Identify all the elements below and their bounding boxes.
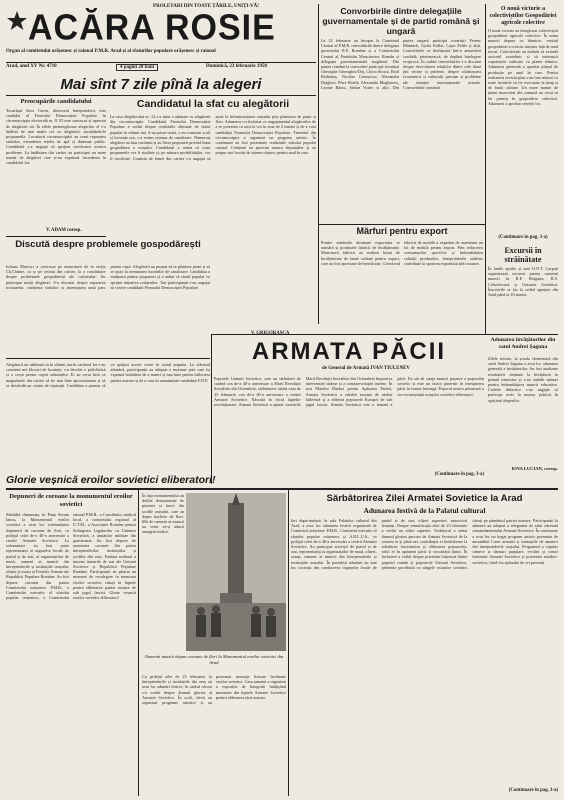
convorbiri-title: Convorbirile dintre delegațiile guvernamentale și de partid română și ungară [322, 6, 480, 36]
discuta-title: Discută despre problemele gospodărești [15, 239, 201, 250]
masthead-slogan: PROLETARI DIN TOATE ȚĂRILE, UNIȚI-VĂ! [153, 4, 259, 9]
armata-body: Poporele Uniunii Sovietice, care au sărbătorit de curând cea de-a 40-a aniversare a Marii Revoluții Socialiste din Octombrie, sărbătoresc astăzi ziua de 23 februarie, cea de-a 40-a aniversare a creării Armatei Sovietice. Născută în focul luptelor revoluționare, Armata Sovietică a apărat cuceririle Marii Revoluții Socialiste din Octombrie împotriva intervenției străine și a contrarevoluției interne. În anii Marelui Război pentru Apărarea Patriei, Armata Sovietică a zdrobit mașina de război hitleristă și a eliberat popoarele Europei de sub jugul fascist. Armata Sovietică este o armată a păcii. Ea stă de strajă muncii pașnice a poporului sovietic și este un factor puternic în menținerea păcii în lumea întreagă. Poporul nostru păstrează o vie recunoștință ostașilor sovietici eliberatori. [214, 376, 484, 408]
masthead-pages-price: 4 pagini 20 bani [116, 64, 158, 71]
candidatul-body: La casa alegătorului nr. 12 s-a ținut o adunare cu alegătorii din circumscripție. Candidatul Frontului Democrației Populare a vorbit despre realizările obținute de sfatul popular în ultimii ani. S-au pavat străzi, s-au construit școli și locuințe noi, s-a extins rețeaua de canalizare. Numeroși alegători au luat cuvântul și au făcut propuneri privind buna gospodărire a orașului. Candidatul a arătat că toate propunerile vor fi studiate și, pe măsura posibilităților, vor fi rezolvate. Comisia de femei din cartier s-a angajat să ajute la înfrumusețarea orașului prin plantarea de pomi și flori. Adunarea s-a încheiat cu angajamentul alegătorilor de a se prezenta cu toții la vot în ziua de 2 martie și de a vota candidații Frontului Democrației Populare. Tineretul din circumscripție a organizat un program artistic. În continuare au fost prezentate realizările sfatului popular raional. Cetățenii au apreciat munca deputaților și au propus noi lucrări de interes obștesc pentru anul în curs. [110, 114, 316, 161]
masthead-title: ACĂRA ROSIE [28, 8, 276, 48]
continuare-3: (Continuare în pag. 3-a) [508, 788, 558, 793]
photo-caption: Oamenii muncii depun coroane de flori la Monumentul eroilor sovietici din Arad [144, 654, 284, 665]
armata-title: ARMATA PĂCII [251, 338, 447, 365]
photo-side-text: În fața monumentului au defilat detașamente de pionieri și tineri din școlile orașului, care au depus buchete de flori. Mii de oameni ai muncii au venit să-și aducă omagiul eroilor. [142, 493, 184, 535]
noua-victorie-title: O nouă victorie a colectiviștilor Gospodăriei agricole colective [489, 6, 557, 26]
preocupari-body: Tovarășul Sava Gavra, directorul întreprinderii, este candidat al Frontului Democrației Populare în circumscripția electorală nr. 8. El este cunoscut și apreciat de alegătorii săi. În zilele premergătoare alegerilor el s-a întâlnit de mai multe ori cu alegătorii, ascultându-le propunerile. Locuitorii circumscripției au cerut repararea străzilor, extinderea rețelei de apă și iluminat public. Candidatul s-a angajat să sprijine rezolvarea acestor probleme. La întâlnirea din cartier au participat un mare număr de alegători care și-au exprimat încrederea în candidatul lor. [6, 108, 106, 166]
glorie-title: Glorie veșnică eroilor sovietici eliberatori! [6, 474, 216, 486]
preocupari-byline: V. ADAM coresp. [46, 228, 82, 233]
masthead-issue: Arad, anul XV Nr. 4710 [6, 64, 57, 69]
depuneri-title: Depuneri de coroane la monumentul eroilor sovietici [9, 493, 133, 508]
sarbatorirea-body: Ieri după-amiază, în sala Palatului cultural din Arad, a avut loc adunarea festivă organizată de Comitetul orășenesc P.M.R., Comitetul executiv al sfatului popular orășenesc și A.R.L.U.S., cu prilejul celei de-a 40-a aniversări a creării Armatei Sovietice. Au participat activiști de partid și de stat, reprezentanți ai organizațiilor de masă, ofițeri, ostași, oameni ai muncii din întreprinderile și instituțiile orașului. În prezidiul adunării au luat loc tovarăși din conducerea organelor locale de partid și de stat, ofițeri superiori, muncitori fruntași. Despre semnificația zilei de 23 februarie a vorbit un ofițer superior. Vorbitorul a arătat drumul glorios parcurs de Armata Sovietică de la crearea ei și până azi, contribuția ei hotărâtoare la zdrobirea fascismului și eliberarea popoarelor, rolul ei în apărarea păcii și securității lumii. În încheiere a vorbit despre prietenia frățească dintre poporul român și popoarele Uniunii Sovietice, prietenie pecetluită cu sângele ostașilor sovietici căzuți pe pământul patriei noastre. Participanții la adunare au adoptat o telegramă de salut adresată comandamentului Armatei Sovietice. În continuare a avut loc un bogat program artistic prezentat de ansamblul Casei armatei și formațiile de amatori din întreprinderile orașului. Programul a cuprins cântece și dansuri populare, recitări și coruri închinate Armatei Sovietice și prieteniei româno-sovietice, fiind viu aplaudat de cei prezenți. [291, 518, 558, 570]
preocupari-title: Preocupările candidatului [20, 98, 92, 105]
excursii-body: În lunile aprilie și mai O.N.T. Carpați organizează excursii pentru oamenii muncii în R.P. Bulgaria, R.S. Cehoslovacă și Uniunea Sovietică. Înscrierile se fac la sediul agenției din Arad până la 10 martie. [488, 266, 558, 298]
star-icon [6, 10, 28, 32]
discuta-body-2: Alegătorii au subliniat că în ultimii ani în cartierul lor s-au construit noi blocuri de locuințe, s-a deschis o policlinică și o creșă pentru copiii salariaților. Ei au cerut însă ca magazinele din cartier să fie mai bine aprovizionate și să se deschidă un centru de reparații. Candidata a promis că va sprijini aceste cereri în sfatul popular. La sfârșitul adunării, participanții au adoptat o moțiune prin care își exprimă hotărârea de a munci și mai bine pentru înflorirea patriei noastre și de a vota în unanimitate candidații F.D.P. [6, 362, 210, 388]
adunarea-sf-body: Zilele trecute, la școala elementară din satul Andrei Șaguna a avut loc adunarea generală a învățătorilor. Au fost analizate rezultatele obținute la învățătură în primul trimestru și s-au stabilit măsuri pentru îmbunătățirea muncii educative. Cadrele didactice s-au angajat să participe activ la munca politică în sprijinul alegerilor. [488, 356, 558, 403]
excursii-title: Excursii în străinătate [504, 246, 542, 264]
armata-byline: de General de Armată IVAN TIULENEV [321, 366, 410, 371]
adunarea-sf-byline: IOVA LUCIAN, coresp. [511, 466, 558, 471]
masthead-subtitle: Organ al comitetului orășenesc și raional P.M.R. Arad și al sfaturilor populare orășenesc și raional [6, 49, 216, 54]
adunarea-festiva-title: Adunarea festivă de la Palatul cultural [363, 506, 486, 515]
photo-bottom-text: Cu prilejul zilei de 23 februarie, la întreprinderile și instituțiile din oraș au avut loc adunări festive, în cadrul cărora s-a vorbit despre drumul glorios al Armatei Sovietice. În școli, elevii au organizat programe artistice și au prezentat montaje literare închinate eroilor sovietici. Casa armatei a organizat o expoziție de fotografii înfățișând momente din luptele Armatei Sovietice pentru eliberarea țării noastre. [142, 674, 286, 706]
sarbatorirea-title: Sărbătorirea Zilei Armatei Sovietice la Arad [326, 493, 523, 504]
continuare-1: (Continuare în pag. 3-a) [498, 235, 548, 240]
newspaper-page [6, 4, 558, 796]
noua-victorie-body: O nouă victorie au înregistrat colectiviștii gospodăriei agricole colective. În urma muncii depuse cu hărnicie, venitul gospodăriei a crescut simțitor față de anul trecut. Colectiviștii au hotărât să extindă sectorul zootehnic și să mărească suprafețele cultivate cu plante tehnice. Adunarea generală a aprobat planul de producție pe anul în curs. Pentru realizarea acestui plan s-au luat măsuri ca toate lucrările să fie executate la timp și de bună calitate. Un mare număr de țărani muncitori din comună au cerut să fie primiți în gospodăria colectivă. Adunarea a aprobat cererile lor. [488, 28, 558, 106]
masthead-rule [6, 62, 316, 63]
marfuri-body: Printre mărfurile destinate exportului se numără și produsele fabricii de încălțăminte. Muncitorii fabricii au realizat loturi de încălțăminte de bună calitate pentru export, care au fost apreciate de beneficiari. Colectivul fabricii de mobilă a expediat de asemenea un lot de mobilă pentru export. Prin reducerea consumurilor specifice și îmbunătățirea calității produselor, întreprinderile arădene contribuie la sporirea exportului țării noastre. [321, 240, 483, 266]
adunarea-sf-title: Adunarea învățătorilor din satul Andrei Șaguna [490, 337, 556, 350]
continuare-2: (Continuare în pag. 3-a) [434, 472, 484, 477]
masthead-date: Duminică, 23 februarie 1958 [206, 64, 267, 69]
marfuri-title: Mărfuri pentru export [356, 226, 448, 236]
headline-banner: Mai sînt 7 zile pînă la alegeri [60, 76, 262, 93]
monument-photo [186, 493, 286, 651]
depuneri-body: Sâmbătă dimineața, în Piața Avram Iancu, la Monumentul eroilor sovietici a avut loc solemnitatea depunerii de coroane de flori, cu prilejul celei de-a 40-a aniversări a creării Armatei Sovietice. La solemnitate au luat parte reprezentanți ai organelor locale de partid și de stat, ai organizațiilor de masă, oameni ai muncii din întreprinderile și instituțiile orașului, ofițeri și ostași ai Forțelor Armate ale Republicii Populare Române. Au fost depuse coroane din partea Comitetului orășenesc P.M.R., a Comitetului executiv al sfatului popular orășenesc, a Comitetului raional P.M.R., a Consiliului sindical local, a comitetului regional al U.T.M., a Asociației Române pentru Strângerea Legăturilor cu Uniunea Sovietică, a unităților militare din garnizoană. Au fost depuse de asemenea coroane din partea întreprinderilor, instituțiilor și școlilor din oraș. Fanfara militară a intonat imnurile de stat ale Uniunii Sovietice și Republicii Populare Române. Participanții au păstrat un moment de reculegere în memoria eroilor sovietici căzuți în luptele pentru eliberarea patriei noastre de sub jugul fascist. Glorie veșnică eroilor sovietici eliberatori! [6, 512, 136, 601]
candidatul-title: Candidatul la sfat cu alegătorii [136, 98, 290, 110]
convorbiri-body: La 22 februarie au început la Comitetul Central al P.M.R. convorbirile dintre delegația guvernului R.P. Române și a Comitetului Central al Partidului Muncitoresc Român și delegația guvernamentală maghiară. Din partea română la convorbiri participă tovarășii Gheorghe Gheorghiu-Dej, Chivu Stoica, Emil Bodnăraș, Nicolae Ceaușescu, Alexandru Drăghici, Petre Borilă, Alexandru Moghioroș, Leonte Răutu, Ștefan Voitec și alții. Din partea ungară participă tovarășii Ferenc Münnich, Gyula Kállai, Lajos Fehér și alții. Convorbirile se desfășoară într-o atmosferă cordială, prietenească, de deplină înțelegere reciprocă. În cadrul convorbirilor s-a discutat despre dezvoltarea relațiilor dintre cele două țări vecine și prietene, despre colaborarea economică și culturală, precum și probleme ale situației internaționale actuale. Convorbirile continuă. [321, 38, 481, 90]
discuta-body: Iuliana Marcoci a convocat pe muncitorii de la secția Ch.Chimie, ca și pe vecinii din cartier, la o consfătuire despre problemele gospodărești ale cartierului. Au participat mulți alegători. S-a discutat despre repararea trotuarelor, curățenia străzilor și amenajarea unui parc pentru copii. Alegătorii au propus să se planteze pomi și să se ajute la terminarea lucrărilor de canalizare. Candidata a mulțumit pentru propuneri și a arătat că sfatul popular va sprijini inițiativa cetățenilor. Toți participanții s-au angajat să voteze candidații Frontului Democrației Populare. [6, 264, 210, 290]
